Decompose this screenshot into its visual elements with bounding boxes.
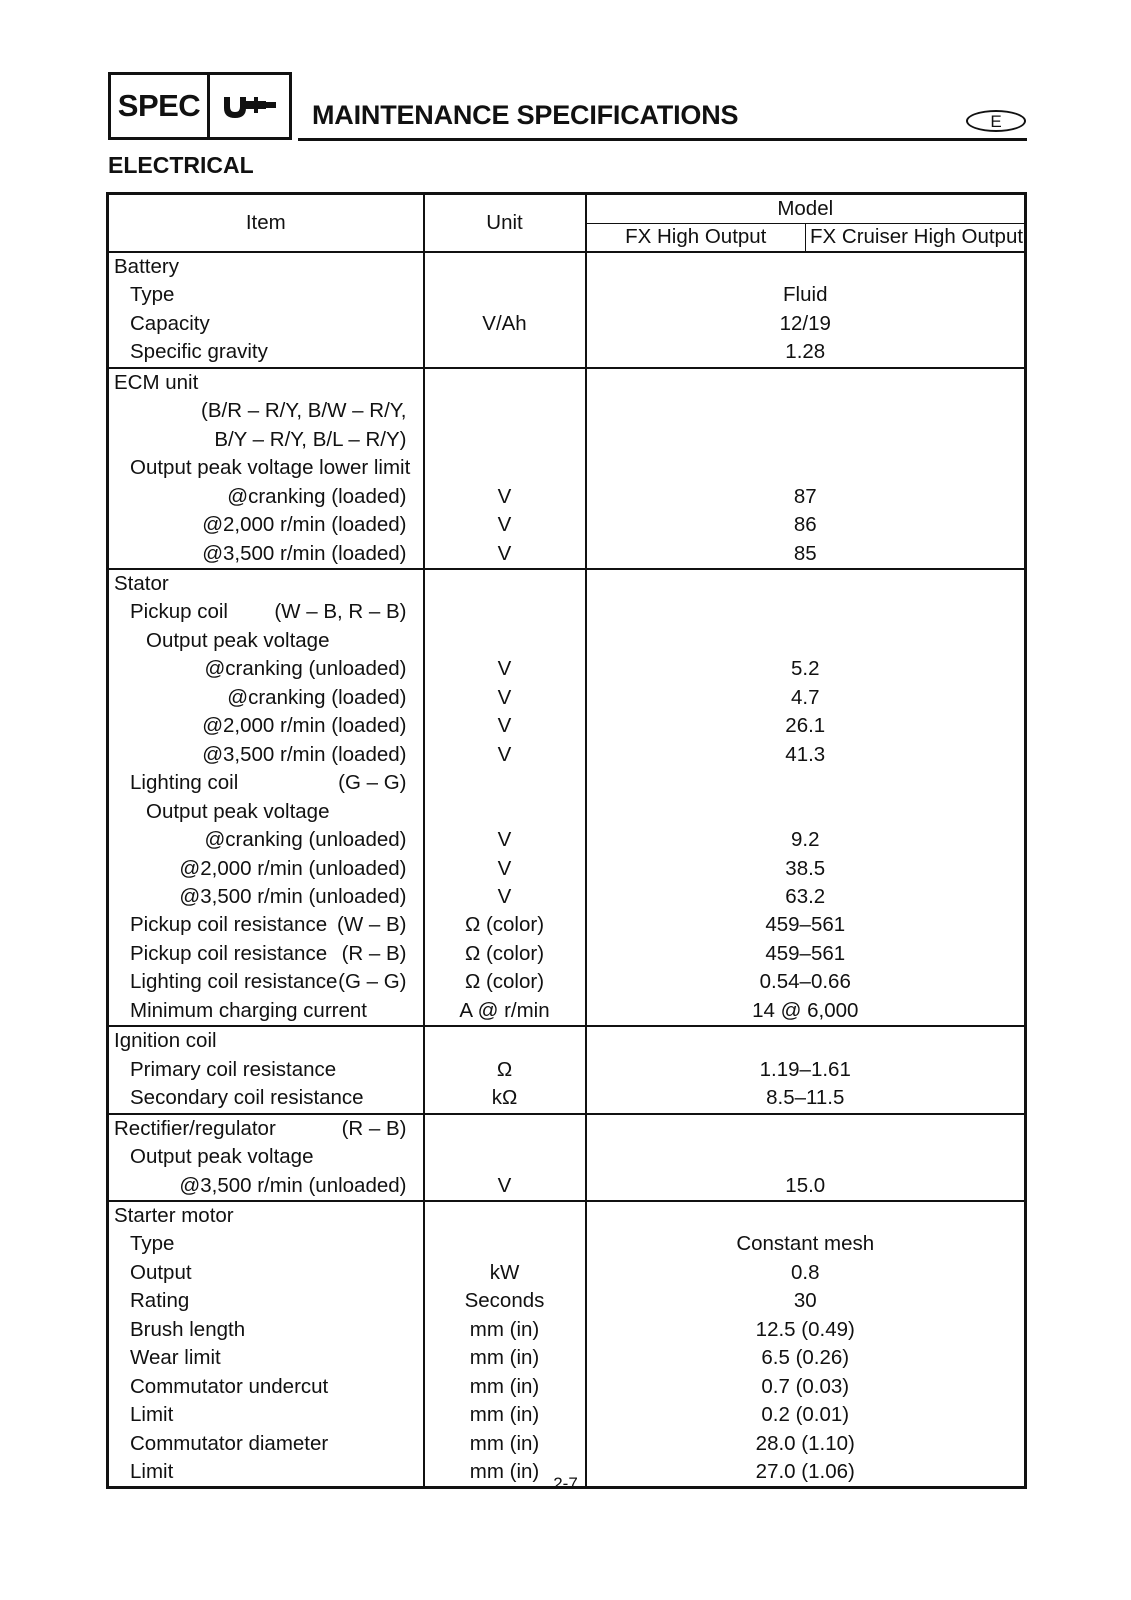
unit-cell	[424, 769, 586, 797]
value-cell: 86	[793, 513, 817, 537]
table-row	[108, 454, 1026, 482]
item-cell: Output peak voltage	[108, 1143, 424, 1171]
value-cell: 26.1	[785, 714, 826, 738]
table-row	[108, 252, 1026, 281]
item-cell: @2,000 r/min (unloaded)	[108, 855, 424, 883]
table-row	[108, 1430, 1026, 1458]
table-row	[108, 1373, 1026, 1401]
item-label: Pickup coil	[130, 600, 228, 624]
unit-cell: Ω (color)	[424, 940, 586, 968]
item-cell: Type	[108, 1230, 424, 1258]
item-cell: Wear limit	[108, 1344, 424, 1372]
unit-cell	[424, 397, 586, 425]
item-cell: @cranking (unloaded)	[108, 655, 424, 683]
unit-cell: Seconds	[424, 1287, 586, 1315]
value-cell	[586, 769, 1026, 797]
value-cell: 6.5 (0.26)	[761, 1346, 850, 1370]
value-cell: 0.2 (0.01)	[761, 1403, 850, 1427]
item-wire-code: (R – B)	[341, 1116, 407, 1140]
value-cell: 63.2	[785, 884, 826, 908]
value-cell: 28.0 (1.10)	[755, 1431, 855, 1455]
item-wire-code: (W – B)	[337, 913, 407, 937]
item-cell: Starter motor	[108, 1201, 424, 1230]
item-cell: Output peak voltage	[108, 627, 424, 655]
value-cell	[586, 252, 1026, 281]
unit-cell: mm (in)	[424, 1401, 586, 1429]
table-row	[108, 483, 1026, 511]
value-cell: 87	[793, 484, 817, 508]
item-cell: Capacity	[108, 310, 424, 338]
item-cell: Secondary coil resistance	[108, 1084, 424, 1113]
unit-cell: V	[424, 883, 586, 911]
header-model: Model	[586, 194, 1026, 224]
unit-cell: mm (in)	[424, 1458, 586, 1488]
item-cell	[108, 911, 424, 939]
language-badge: E	[966, 110, 1026, 132]
unit-cell: V	[424, 655, 586, 683]
table-row	[108, 968, 1026, 996]
value-cell: 30	[793, 1289, 817, 1313]
table-body	[108, 252, 1026, 1488]
value-cell: 0.8	[791, 1260, 820, 1284]
value-cell	[586, 454, 1026, 482]
table-row	[108, 826, 1026, 854]
unit-cell: Ω (color)	[424, 911, 586, 939]
table-row	[108, 1316, 1026, 1344]
table-row	[108, 997, 1026, 1026]
table-row	[108, 569, 1026, 598]
item-cell: Specific gravity	[108, 338, 424, 367]
unit-cell: Ω	[424, 1056, 586, 1084]
unit-cell: V	[424, 684, 586, 712]
value-cell	[586, 1201, 1026, 1230]
value-cell: 12/19	[779, 311, 831, 335]
unit-cell: mm (in)	[424, 1344, 586, 1372]
table-row	[108, 1084, 1026, 1113]
unit-cell	[424, 281, 586, 309]
table-row	[108, 1056, 1026, 1084]
unit-cell	[424, 1143, 586, 1171]
item-cell: Commutator undercut	[108, 1373, 424, 1401]
section-title: ELECTRICAL	[108, 152, 254, 178]
value-cell: 0.54–0.66	[759, 970, 851, 994]
unit-cell: mm (in)	[424, 1430, 586, 1458]
item-cell: Primary coil resistance	[108, 1056, 424, 1084]
item-cell	[108, 1114, 424, 1143]
unit-cell	[424, 1114, 586, 1143]
unit-cell: V	[424, 540, 586, 569]
header-unit: Unit	[424, 194, 586, 253]
unit-cell: kW	[424, 1259, 586, 1287]
item-cell: Limit	[108, 1458, 424, 1488]
item-cell: @cranking (loaded)	[108, 483, 424, 511]
table-row	[108, 911, 1026, 939]
value-cell	[586, 1026, 1026, 1055]
table-row	[108, 712, 1026, 740]
item-cell: Output	[108, 1259, 424, 1287]
table-row	[108, 397, 1026, 425]
unit-cell: A @ r/min	[424, 997, 586, 1026]
item-cell: Brush length	[108, 1316, 424, 1344]
unit-cell	[424, 1230, 586, 1258]
table-row	[108, 1401, 1026, 1429]
page-title: MAINTENANCE SPECIFICATIONS	[312, 100, 739, 130]
item-cell	[108, 769, 424, 797]
value-cell: Constant mesh	[736, 1232, 875, 1256]
table-row	[108, 855, 1026, 883]
value-cell: 8.5–11.5	[586, 1084, 1026, 1113]
value-cell: 12.5 (0.49)	[755, 1317, 855, 1341]
title-rule	[298, 138, 1027, 141]
table-row	[108, 883, 1026, 911]
value-cell	[586, 569, 1026, 598]
item-wire-code: (R – B)	[341, 941, 407, 965]
item-label: Pickup coil resistance	[130, 941, 328, 965]
table-row	[108, 368, 1026, 397]
item-cell: Battery	[108, 252, 424, 281]
table-row	[108, 540, 1026, 569]
unit-cell: V	[424, 855, 586, 883]
table-row	[108, 1287, 1026, 1315]
unit-cell: V	[424, 826, 586, 854]
item-wire-code: (G – G)	[338, 771, 407, 795]
table-row	[108, 511, 1026, 539]
unit-cell	[424, 1201, 586, 1230]
item-cell: Type	[108, 281, 424, 309]
unit-cell: V/Ah	[424, 310, 586, 338]
value-cell	[586, 1114, 1026, 1143]
item-cell: @2,000 r/min (loaded)	[108, 712, 424, 740]
item-label: Lighting coil resistance	[130, 970, 338, 994]
header-model-2: FX Cruiser High Output	[806, 223, 1026, 252]
value-cell	[586, 627, 1026, 655]
item-wire-code: (W – B, R – B)	[274, 600, 407, 624]
unit-cell	[424, 598, 586, 626]
value-cell	[586, 798, 1026, 826]
item-cell: Limit	[108, 1401, 424, 1429]
table-row	[108, 338, 1026, 367]
table-row	[108, 627, 1026, 655]
item-cell: @cranking (loaded)	[108, 684, 424, 712]
table-row	[108, 310, 1026, 338]
table-row	[108, 798, 1026, 826]
spec-table	[106, 192, 1027, 1489]
item-cell: Commutator diameter	[108, 1430, 424, 1458]
table-row	[108, 741, 1026, 769]
table-row	[108, 281, 1026, 309]
table-row	[108, 1259, 1026, 1287]
value-cell: Fluid	[783, 283, 828, 307]
value-cell: 459–561	[765, 941, 846, 965]
value-cell	[586, 598, 1026, 626]
unit-cell	[424, 338, 586, 367]
value-cell: 0.7 (0.03)	[761, 1374, 850, 1398]
value-cell: 459–561	[765, 913, 846, 937]
table-row	[108, 1143, 1026, 1171]
value-cell	[586, 397, 1026, 425]
table-row	[108, 1026, 1026, 1055]
unit-cell	[424, 627, 586, 655]
unit-cell: V	[424, 511, 586, 539]
unit-cell	[424, 252, 586, 281]
item-cell: @2,000 r/min (loaded)	[108, 511, 424, 539]
spec-label: SPEC	[111, 75, 210, 137]
item-cell: @3,500 r/min (loaded)	[108, 540, 424, 569]
header-item: Item	[108, 194, 424, 253]
item-cell: Output peak voltage lower limit	[108, 454, 424, 482]
unit-cell	[424, 798, 586, 826]
item-cell: B/Y – R/Y, B/L – R/Y)	[108, 426, 424, 454]
spec-badge	[108, 72, 292, 140]
item-cell: @cranking (unloaded)	[108, 826, 424, 854]
item-cell	[108, 968, 424, 996]
table-row	[108, 769, 1026, 797]
table-row	[108, 940, 1026, 968]
unit-cell: V	[424, 483, 586, 511]
unit-cell	[424, 368, 586, 397]
value-cell: 38.5	[785, 856, 826, 880]
unit-cell	[424, 454, 586, 482]
item-wire-code: (G – G)	[338, 970, 407, 994]
item-cell: @3,500 r/min (loaded)	[108, 741, 424, 769]
unit-cell	[424, 1026, 586, 1055]
table-row	[108, 1172, 1026, 1201]
table-row	[108, 1344, 1026, 1372]
unit-cell: Ω (color)	[424, 968, 586, 996]
table-row	[108, 1201, 1026, 1230]
value-cell	[586, 368, 1026, 397]
unit-cell: V	[424, 741, 586, 769]
item-cell	[108, 598, 424, 626]
item-cell: Rating	[108, 1287, 424, 1315]
item-cell: Minimum charging current	[108, 997, 424, 1026]
value-cell: 85	[586, 540, 1026, 569]
item-cell: (B/R – R/Y, B/W – R/Y,	[108, 397, 424, 425]
table-row	[108, 598, 1026, 626]
value-cell: 5.2	[791, 657, 820, 681]
item-cell: @3,500 r/min (unloaded)	[108, 883, 424, 911]
table-row	[108, 655, 1026, 683]
table-row	[108, 426, 1026, 454]
value-cell	[586, 426, 1026, 454]
item-cell: @3,500 r/min (unloaded)	[108, 1172, 424, 1201]
table-row	[108, 1114, 1026, 1143]
unit-cell	[424, 569, 586, 598]
unit-cell: V	[424, 712, 586, 740]
item-label: Lighting coil	[130, 771, 239, 795]
unit-cell: V	[424, 1172, 586, 1201]
value-cell: 4.7	[791, 685, 820, 709]
item-cell: Ignition coil	[108, 1026, 424, 1055]
table-row	[108, 684, 1026, 712]
value-cell: 1.19–1.61	[759, 1057, 851, 1081]
item-cell: ECM unit	[108, 368, 424, 397]
item-cell: Stator	[108, 569, 424, 598]
unit-cell	[424, 426, 586, 454]
value-cell: 14 @ 6,000	[586, 997, 1026, 1026]
unit-cell: mm (in)	[424, 1316, 586, 1344]
value-cell	[586, 1143, 1026, 1171]
page-number: 2-7	[553, 1474, 578, 1493]
item-cell: Output peak voltage	[108, 798, 424, 826]
item-cell	[108, 940, 424, 968]
item-label: Rectifier/regulator	[114, 1116, 276, 1140]
value-cell: 27.0 (1.06)	[586, 1458, 1026, 1488]
item-label: Pickup coil resistance	[130, 913, 328, 937]
value-cell: 9.2	[791, 828, 820, 852]
table-row	[108, 1230, 1026, 1258]
value-cell: 15.0	[586, 1172, 1026, 1201]
unit-cell: kΩ	[424, 1084, 586, 1113]
wrench-icon	[210, 75, 289, 137]
unit-cell: mm (in)	[424, 1373, 586, 1401]
value-cell: 41.3	[785, 742, 826, 766]
header-model-1: FX High Output	[586, 223, 806, 252]
value-cell: 1.28	[586, 338, 1026, 367]
